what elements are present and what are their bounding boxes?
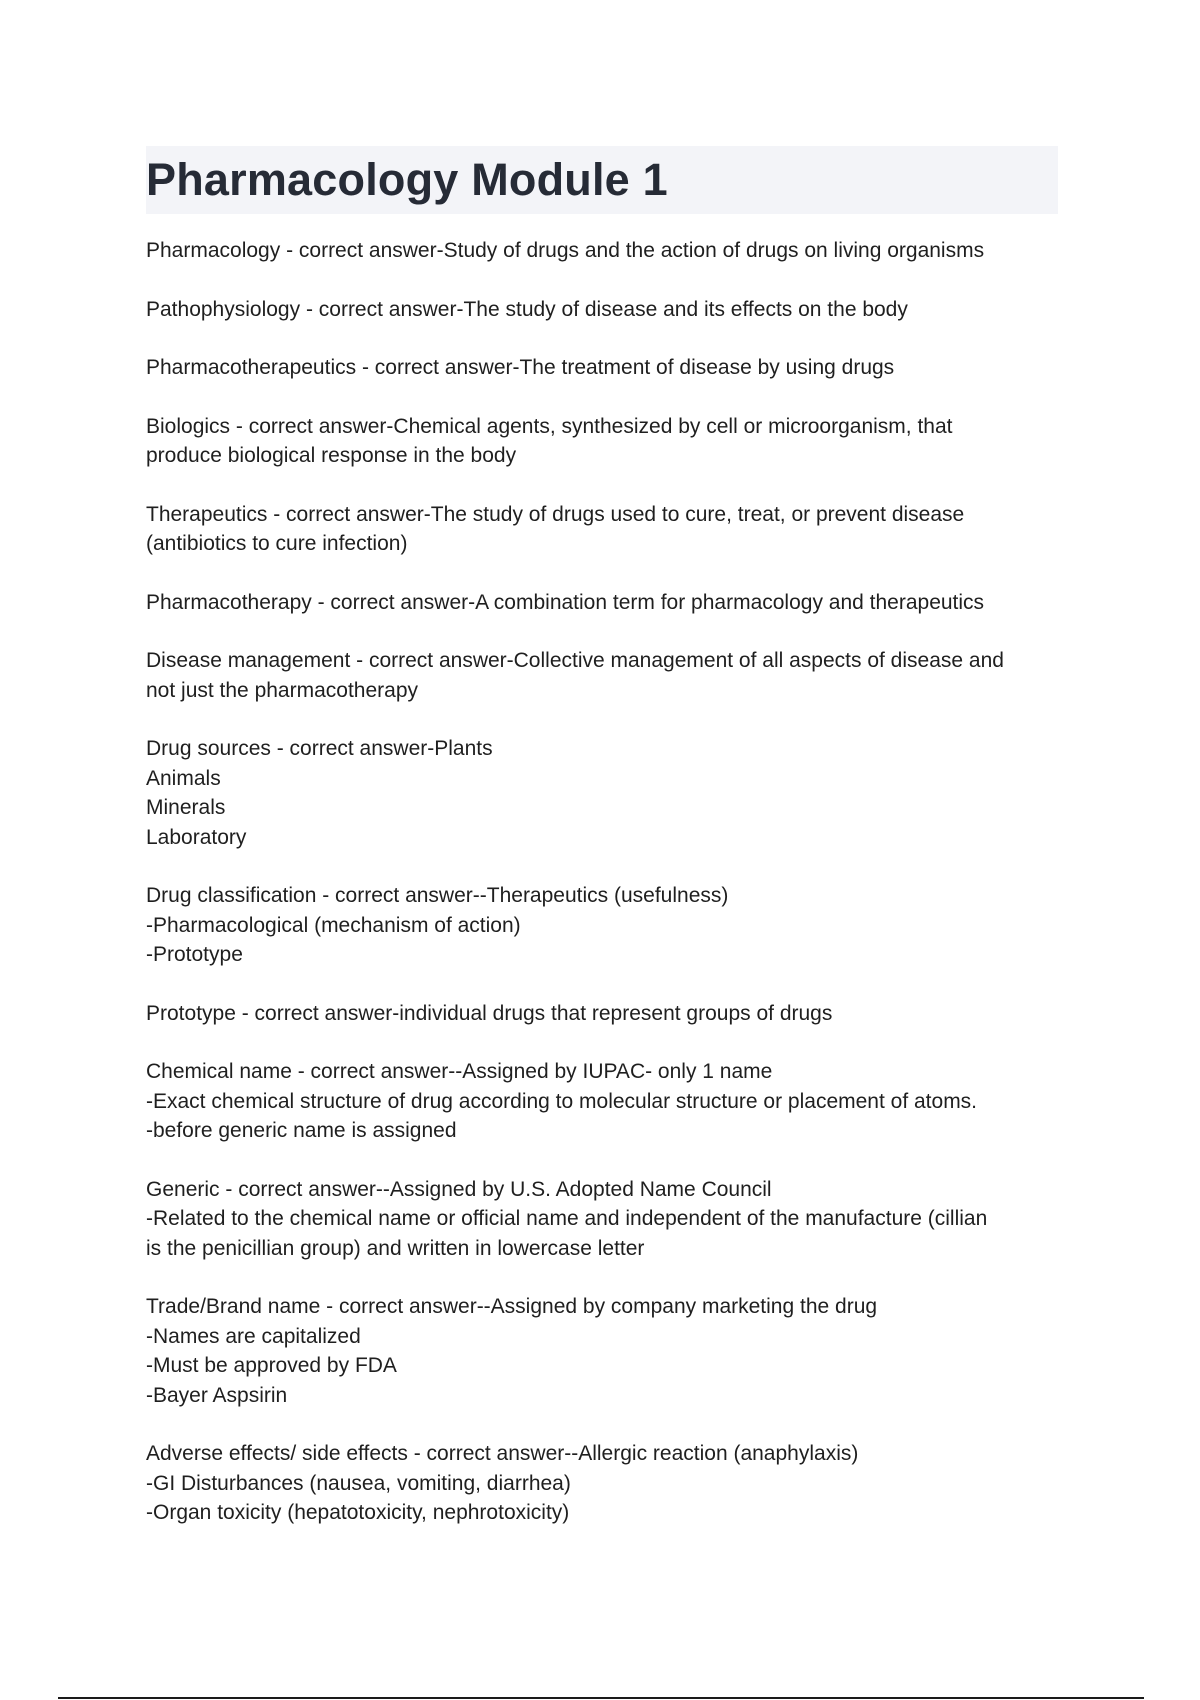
page-title: Pharmacology Module 1 — [146, 154, 668, 205]
document-page — [146, 146, 1058, 1557]
entry-adverse-effects: Adverse effects/ side effects - correct answer--Allergic reaction (anaphylaxis) -GI Disturbances (nausea, vomiting, diarrhea) -Organ toxicity (hepatotoxicity, nephrotoxicity) — [146, 1442, 859, 1524]
footer-divider — [58, 1697, 1144, 1699]
entry-chemical-name: Chemical name - correct answer--Assigned by IUPAC- only 1 name -Exact chemical structure of drug according to molecular structure or placement of atoms. -before generic name is assigned — [146, 1060, 978, 1142]
entry-therapeutics: Therapeutics - correct answer-The study of drugs used to cure, treat, or prevent disease (antibiotics to cure infection) — [146, 502, 965, 555]
entry-pharmacology: Pharmacology - correct answer-Study of drugs and the action of drugs on living organisms — [146, 239, 985, 262]
entry-drug-classification: Drug classification - correct answer--Therapeutics (usefulness) -Pharmacological (mechanism of action) -Prototype — [146, 884, 729, 966]
title-banner — [146, 146, 1058, 214]
entry-trade-brand-name: Trade/Brand name - correct answer--Assigned by company marketing the drug -Names are capitalized -Must be approved by FDA -Bayer Aspsirin — [146, 1295, 878, 1407]
entry-disease-management: Disease management - correct answer-Collective management of all aspects of disease and not just the pharmacotherapy — [146, 649, 1004, 702]
entry-generic: Generic - correct answer--Assigned by U.S. Adopted Name Council -Related to the chemical name or official name and independent of the manufacture (cillian is the penicillian group) and written in lowercase letter — [146, 1177, 988, 1260]
entry-pathophysiology: Pathophysiology - correct answer-The study of disease and its effects on the body — [146, 297, 908, 321]
entry-pharmacotherapy: Pharmacotherapy - correct answer-A combination term for pharmacology and therapeutics — [146, 590, 985, 614]
entry-prototype: Prototype - correct answer-individual drugs that represent groups of drugs — [146, 1001, 833, 1025]
entry-pharmacotherapeutics: Pharmacotherapeutics - correct answer-The treatment of disease by using drugs — [146, 356, 895, 379]
entry-drug-sources: Drug sources - correct answer-Plants Animals Minerals Laboratory — [146, 737, 493, 849]
entry-biologics: Biologics - correct answer-Chemical agents, synthesized by cell or microorganism, that produce biological response in the body — [146, 414, 953, 467]
flashcard-list — [146, 236, 1058, 1528]
